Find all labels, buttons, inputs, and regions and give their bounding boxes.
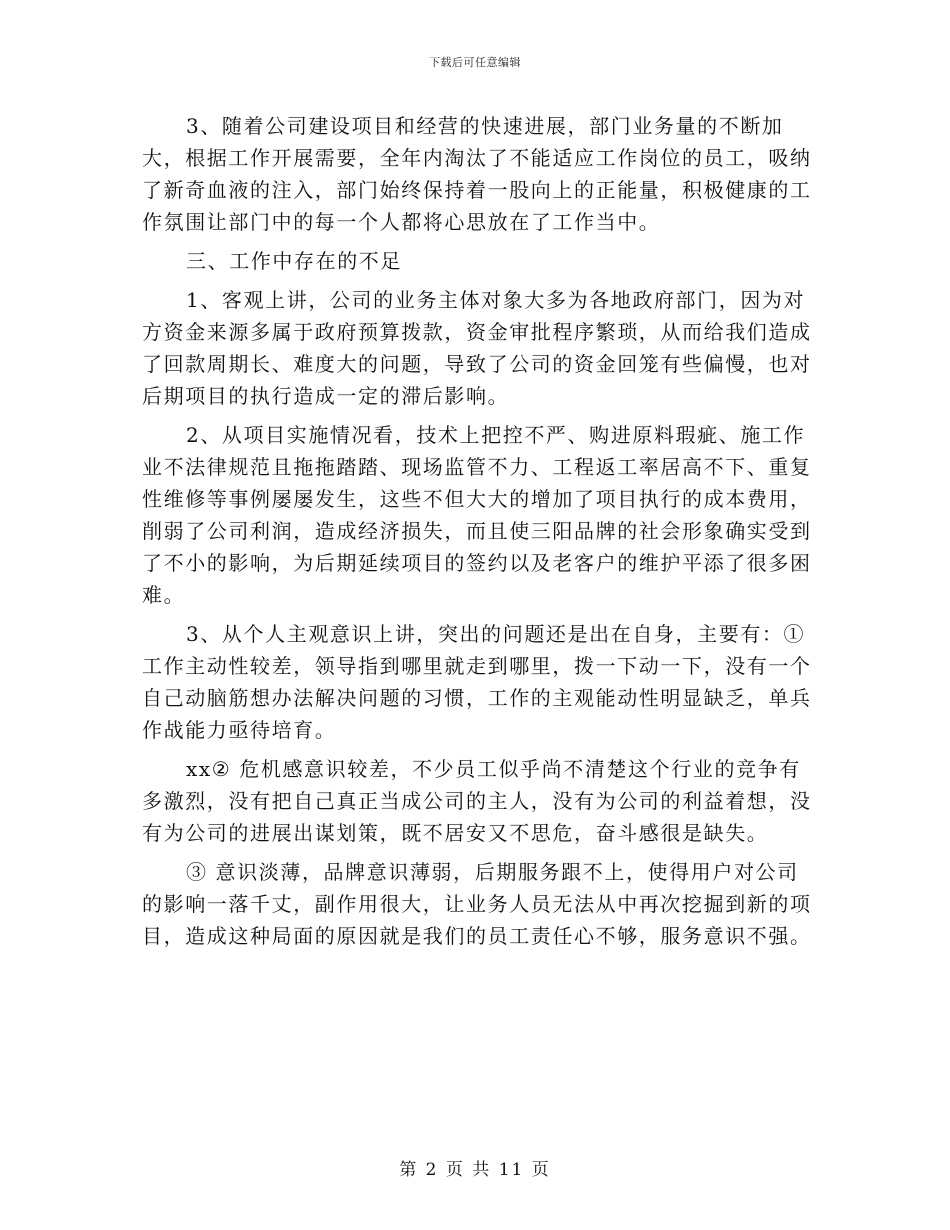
paragraph-brand-awareness: ③ 意识淡薄，品牌意识薄弱，后期服务跟不上，使得用户对公司的影响一落千丈，副作用很大，让业务人员无法从中再次挖掘到新的项目，造成这种局面的原因就是我们的员工责任心不够，服务意识不强。 [142,860,812,948]
paragraph-crisis-awareness: xx② 危机感意识较差，不少员工似乎尚不清楚这个行业的竞争有多激烈，没有把自己真正当成公司的主人，没有为公司的利益着想，没有为公司的进展出谋划策，既不居安又不思危，奋斗感很是缺失。 [142,757,812,845]
section-heading-shortcomings: 三、工作中存在的不足 [186,249,402,273]
paragraph-item-2-implementation: 2、从项目实施情况看，技术上把控不严、购进原料瑕疵、施工作业不法律规范且拖拖踏踏、现场监管不力、工程返工率居高不下、重复性维修等事例屡屡发生，这些不但大大的增加了项目执行的成本费用，削弱了公司利润，造成经济损失，而且使三阳品牌的社会形象确实受到了不小的影响，为后期延续项目的签约以及老客户的维护平添了很多困难。 [142,423,812,607]
paragraph-item-1-objective: 1、客观上讲，公司的业务主体对象大多为各地政府部门，因为对方资金来源多属于政府预算拨款，资金审批程序繁琐，从而给我们造成了回款周期长、难度大的问题，导致了公司的资金回笼有些偏慢，也对后期项目的执行造成一定的滞后影响。 [142,288,812,408]
document-body [142,110,814,952]
page-header: 下载后可任意编辑 [429,56,521,69]
paragraph-item-3-subjective: 3、从个人主观意识上讲，突出的问题还是出在自身，主要有：①工作主动性较差，领导指到哪里就走到哪里，拨一下动一下，没有一个自己动脑筋想办法解决问题的习惯，工作的主观能动性明显缺乏，单兵作战能力亟待培育。 [142,622,812,742]
paragraph-item-3-team: 3、随着公司建设项目和经营的快速进展，部门业务量的不断加大，根据工作开展需要，全年内淘汰了不能适应工作岗位的员工，吸纳了新奇血液的注入，部门始终保持着一股向上的正能量，积极健康的工作氛围让部门中的每一个人都将心思放在了工作当中。 [142,114,812,234]
page-footer-page-number: 第 2 页 共 11 页 [399,1160,551,1180]
